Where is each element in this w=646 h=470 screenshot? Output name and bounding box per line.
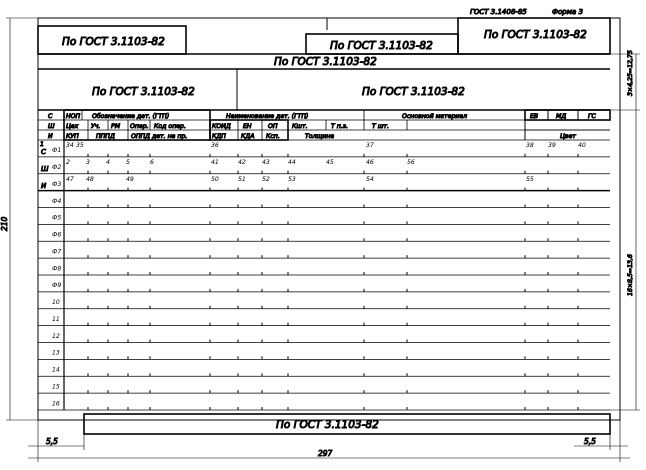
field-number: 42 bbox=[238, 159, 246, 166]
row-label: Ф1 bbox=[52, 147, 62, 155]
hdr-oppd: ОППД дет. на пр. bbox=[131, 133, 188, 140]
row-side-letter-c: С bbox=[41, 148, 46, 156]
field-number: 34 bbox=[66, 142, 74, 149]
row-label: Ф6 bbox=[52, 231, 62, 239]
rows-grid bbox=[38, 140, 610, 410]
hdr-oper: Опер. bbox=[130, 123, 149, 130]
field-number: 2 bbox=[66, 159, 70, 166]
row-label: Ф8 bbox=[52, 265, 62, 273]
stamp-bottom-text: По ГОСТ 3.1103-82 bbox=[276, 419, 379, 431]
row-label: Ф4 bbox=[52, 197, 62, 205]
hdr-uch: Уч. bbox=[91, 123, 101, 130]
stamp-top-right-text: По ГОСТ 3.1103-82 bbox=[484, 29, 587, 41]
row-label: Ф7 bbox=[52, 248, 62, 256]
stamp-right-block-text: По ГОСТ 3.1103-82 bbox=[362, 86, 465, 98]
field-number: 49 bbox=[126, 176, 134, 183]
row-label: Ф2 bbox=[52, 164, 62, 172]
hdr-koid: КОИД bbox=[212, 123, 231, 130]
dim-bottom-left: 5,5 bbox=[46, 437, 58, 446]
field-number: 56 bbox=[407, 159, 415, 166]
hdr-md: МД bbox=[556, 113, 567, 120]
field-number: 37 bbox=[366, 142, 374, 149]
row-side-letter-sh: Ш bbox=[41, 165, 49, 173]
stamp-band-text: По ГОСТ 3.1103-82 bbox=[274, 56, 377, 68]
row-label: 11 bbox=[52, 315, 60, 323]
field-number: 35 bbox=[76, 142, 84, 149]
hdr-tseh: Цех bbox=[66, 123, 79, 130]
dim-right-top: 3×4,25=12,75 bbox=[627, 50, 634, 96]
row-label: Ф3 bbox=[52, 180, 62, 188]
row-label: 12 bbox=[52, 332, 60, 340]
field-number: 53 bbox=[288, 176, 296, 183]
stamp-left-block-text: По ГОСТ 3.1103-82 bbox=[92, 86, 195, 98]
hdr-kodoper: Код опер. bbox=[154, 123, 186, 130]
field-number: 3 bbox=[86, 159, 90, 166]
hdr-ev: ЕВ bbox=[530, 113, 539, 120]
field-number: 48 bbox=[86, 176, 94, 183]
field-number: 54 bbox=[366, 176, 374, 183]
form-label: Форма 3 bbox=[552, 8, 584, 16]
hdr-en: ЕН bbox=[243, 123, 252, 130]
field-numbers bbox=[66, 142, 586, 183]
doc-code: ГОСТ 3.1408-85 bbox=[470, 8, 527, 16]
hdr-kdp: КДП bbox=[212, 133, 226, 140]
hdr-pppd: ПППД bbox=[96, 133, 115, 140]
hdr-oboz: Обозначение дет. (ГТП) bbox=[92, 113, 170, 120]
stamp-top-middle-text: По ГОСТ 3.1103-82 bbox=[330, 40, 433, 52]
hdr-mat: Основной материал bbox=[402, 113, 468, 120]
hdr-naim: Наименование дет. (ГТП) bbox=[226, 113, 309, 120]
row-first-mark: 1 bbox=[40, 141, 44, 148]
field-number: 38 bbox=[526, 142, 534, 149]
dim-height-left: 210 bbox=[0, 216, 9, 231]
row-label: Ф5 bbox=[52, 214, 62, 222]
field-number: 46 bbox=[366, 159, 374, 166]
row-label: 10 bbox=[52, 299, 60, 307]
hdr-ksht: Кшт. bbox=[292, 123, 308, 130]
field-number: 44 bbox=[288, 159, 296, 166]
dim-bottom-total: 297 bbox=[318, 449, 333, 458]
row-label: Ф9 bbox=[52, 282, 62, 290]
field-number: 5 bbox=[126, 159, 130, 166]
row-label: 15 bbox=[52, 383, 60, 391]
dim-right-main: 16×8,5=13,6 bbox=[627, 254, 634, 296]
hdr-ksp: Ксп. bbox=[266, 133, 280, 140]
field-number: 50 bbox=[211, 176, 219, 183]
row-labels bbox=[52, 147, 61, 407]
field-number: 51 bbox=[238, 176, 246, 183]
field-number: 40 bbox=[578, 142, 586, 149]
hdr-tolsh: Толщина bbox=[305, 133, 335, 140]
dim-bottom-right: 5,5 bbox=[584, 437, 596, 446]
field-number: 45 bbox=[326, 159, 334, 166]
field-number: 6 bbox=[150, 159, 154, 166]
hdr-op: ОП bbox=[268, 123, 278, 130]
hdr-nop: НОП bbox=[66, 113, 81, 120]
field-number: 39 bbox=[548, 142, 556, 149]
hdr-i: И bbox=[48, 133, 53, 140]
field-number: 52 bbox=[262, 176, 270, 183]
hdr-sh: Ш bbox=[48, 123, 55, 130]
hdr-c: С bbox=[48, 113, 53, 120]
hdr-rm: РМ bbox=[111, 123, 121, 130]
dimension-lines bbox=[6, 18, 640, 462]
field-number: 47 bbox=[66, 176, 74, 183]
row-label: 14 bbox=[52, 366, 60, 374]
field-number: 43 bbox=[262, 159, 270, 166]
row-label: 16 bbox=[52, 400, 60, 408]
field-number: 41 bbox=[211, 159, 219, 166]
field-number: 36 bbox=[211, 142, 219, 149]
hdr-tsvet: Цвет bbox=[560, 133, 576, 140]
field-number: 4 bbox=[106, 159, 110, 166]
hdr-kup: КУП bbox=[66, 133, 79, 140]
row-side-letter-i: И bbox=[41, 182, 47, 190]
field-number: 55 bbox=[526, 176, 534, 183]
hdr-tsht: Т шт. bbox=[372, 123, 389, 130]
hdr-kda: КДА bbox=[241, 133, 255, 140]
row-label: 13 bbox=[52, 349, 60, 357]
hdr-tpz: Т п.з. bbox=[331, 123, 349, 130]
hdr-gs: ГС bbox=[588, 113, 596, 120]
stamp-top-left-text: По ГОСТ 3.1103-82 bbox=[62, 36, 165, 48]
